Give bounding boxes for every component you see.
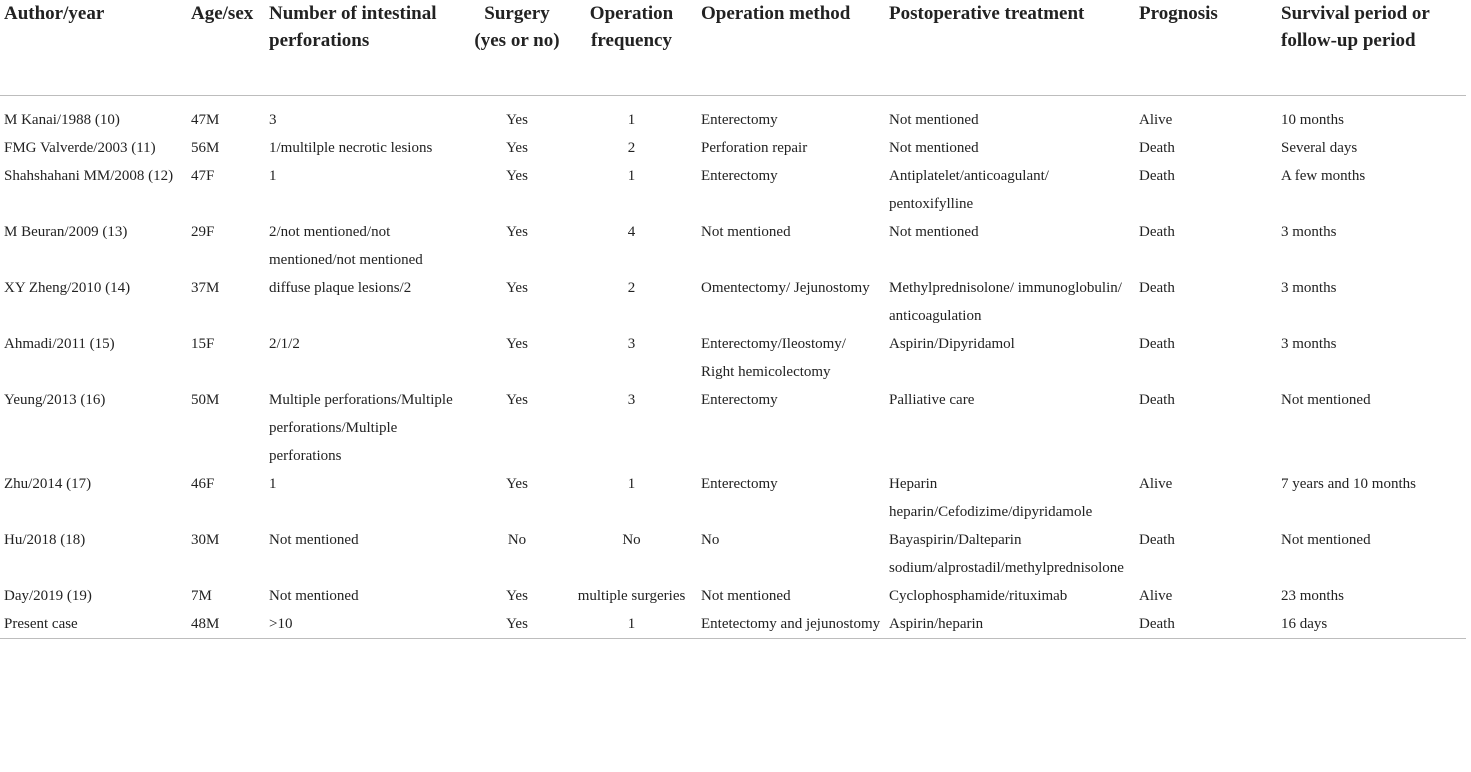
cell-survival-period: Several days xyxy=(1281,140,1358,156)
cell-survival-period: 23 months xyxy=(1281,588,1344,604)
cell-perforations: Multiple perforations/Multiple perforations/Multiple perforations xyxy=(269,392,453,464)
cell-author-year: Shahshahani MM/2008 (12) xyxy=(4,168,174,184)
header-surgery: Surgery (yes or no) xyxy=(468,0,566,96)
table-row xyxy=(0,610,1466,639)
cell-surgery: Yes xyxy=(506,224,528,240)
cell-survival-period: 3 months xyxy=(1281,224,1337,240)
cell-postoperative-treatment: Not mentioned xyxy=(889,140,979,156)
cell-age-sex: 48M xyxy=(187,610,265,639)
cell-postoperative-treatment: Not mentioned xyxy=(889,224,979,240)
cell-age-sex: 47F xyxy=(191,168,215,184)
cell-surgery: Yes xyxy=(506,112,528,128)
table-row xyxy=(0,470,1466,526)
cell-surgery: No xyxy=(507,532,527,548)
cell-age-sex: 37M xyxy=(191,280,220,296)
cell-age-sex: 47M xyxy=(191,112,220,128)
table-row xyxy=(0,526,1466,582)
cell-operation-frequency: 2 xyxy=(627,140,636,156)
table-row xyxy=(0,386,1466,470)
cell-operation-frequency: 4 xyxy=(627,224,636,240)
cell-operation-method: Not mentioned xyxy=(701,588,791,604)
header-prognosis: Prognosis xyxy=(1135,0,1277,96)
cell-prognosis: Death xyxy=(1139,336,1175,352)
cell-surgery: Yes xyxy=(506,280,528,296)
cell-author-year: Day/2019 (19) xyxy=(4,588,92,604)
cell-operation-method: Entetectomy and jejunostomy xyxy=(697,610,885,639)
cell-survival-period: Not mentioned xyxy=(1281,392,1371,408)
cell-survival-period: Not mentioned xyxy=(1281,532,1371,548)
cell-age-sex: 15F xyxy=(191,336,215,352)
cell-operation-method: Not mentioned xyxy=(701,224,791,240)
cell-prognosis: Alive xyxy=(1139,588,1173,604)
cell-perforations: diffuse plaque lesions/2 xyxy=(269,280,412,296)
cell-author-year: Present case xyxy=(0,610,187,639)
cell-operation-method: Omentectomy/ Jejunostomy xyxy=(701,280,870,296)
cell-prognosis: Death xyxy=(1139,224,1175,240)
cell-age-sex: 46F xyxy=(191,476,215,492)
cell-operation-frequency: No xyxy=(622,532,641,548)
cell-author-year: M Beuran/2009 (13) xyxy=(4,224,128,240)
cell-prognosis: Death xyxy=(1139,280,1175,296)
cell-survival-period: 3 months xyxy=(1281,336,1337,352)
cell-surgery: Yes xyxy=(506,476,528,492)
cell-operation-frequency: 1 xyxy=(627,168,636,184)
cell-postoperative-treatment: Not mentioned xyxy=(889,112,979,128)
cell-survival-period: 7 years and 10 months xyxy=(1281,476,1416,492)
cell-author-year: M Kanai/1988 (10) xyxy=(4,112,120,128)
table-row xyxy=(0,134,1466,162)
header-perforations: Number of intestinal perforations xyxy=(265,0,468,96)
cell-operation-frequency: 2 xyxy=(627,280,636,296)
cell-age-sex: 29F xyxy=(191,224,215,240)
cell-postoperative-treatment: Heparin heparin/Cefodizime/dipyridamole xyxy=(889,476,1093,520)
spacer-row xyxy=(0,96,1466,107)
table-row xyxy=(0,582,1466,610)
cell-operation-method: Enterectomy xyxy=(701,112,778,128)
cell-author-year: FMG Valverde/2003 (11) xyxy=(4,140,156,156)
cell-postoperative-treatment: Aspirin/Dipyridamol xyxy=(889,336,1015,352)
header-row xyxy=(0,0,1466,96)
cell-operation-frequency: 3 xyxy=(627,392,636,408)
cell-perforations: 2/not mentioned/not mentioned/not mentioned xyxy=(269,224,423,268)
cell-perforations: 3 xyxy=(269,112,277,128)
cell-operation-method: Enterectomy/Ileostomy/ Right hemicolectomy xyxy=(701,336,846,380)
cell-prognosis: Death xyxy=(1139,532,1175,548)
cell-postoperative-treatment: Antiplatelet/anticoagulant/ pentoxifylline xyxy=(889,168,1049,212)
header-operation-method: Operation method xyxy=(697,0,885,96)
cell-survival-period: 10 months xyxy=(1281,112,1344,128)
cell-postoperative-treatment: Cyclophosphamide/rituximab xyxy=(889,588,1068,604)
cell-surgery: Yes xyxy=(506,588,528,604)
cell-age-sex: 56M xyxy=(191,140,220,156)
cell-postoperative-treatment: Palliative care xyxy=(889,392,975,408)
cell-operation-method: Enterectomy xyxy=(701,392,778,408)
cell-perforations: >10 xyxy=(265,610,468,639)
cell-surgery: Yes xyxy=(506,168,528,184)
cell-author-year: Zhu/2014 (17) xyxy=(4,476,92,492)
header-postoperative-treatment: Postoperative treatment xyxy=(885,0,1135,96)
cell-age-sex: 30M xyxy=(191,532,220,548)
cell-prognosis: Alive xyxy=(1139,112,1173,128)
cell-author-year: Hu/2018 (18) xyxy=(4,532,86,548)
cell-age-sex: 50M xyxy=(191,392,220,408)
cell-operation-frequency: multiple surgeries xyxy=(577,588,686,604)
cell-surgery: Yes xyxy=(506,336,528,352)
cell-operation-method: Enterectomy xyxy=(701,476,778,492)
cell-prognosis: Alive xyxy=(1139,476,1173,492)
cell-survival-period: 16 days xyxy=(1277,610,1466,639)
cell-perforations: 1 xyxy=(269,168,277,184)
cell-postoperative-treatment: Aspirin/heparin xyxy=(885,610,1135,639)
cell-perforations: 1 xyxy=(269,476,277,492)
cell-prognosis: Death xyxy=(1139,392,1175,408)
cell-author-year: Ahmadi/2011 (15) xyxy=(4,336,115,352)
cell-surgery: Yes xyxy=(506,140,528,156)
cell-perforations: 2/1/2 xyxy=(269,336,300,352)
cell-perforations: 1/multilple necrotic lesions xyxy=(269,140,433,156)
cell-age-sex: 7M xyxy=(191,588,212,604)
cell-author-year: Yeung/2013 (16) xyxy=(4,392,106,408)
table-row xyxy=(0,274,1466,330)
header-operation-frequency: Operation frequency xyxy=(566,0,697,96)
table-row xyxy=(0,106,1466,134)
cell-operation-frequency: 1 xyxy=(566,610,697,639)
cell-prognosis: Death xyxy=(1135,610,1277,639)
cell-perforations: Not mentioned xyxy=(269,588,359,604)
cell-postoperative-treatment: Methylprednisolone/ immunoglobulin/ anticoagulation xyxy=(889,280,1122,324)
cell-surgery: Yes xyxy=(468,610,566,639)
cell-survival-period: A few months xyxy=(1281,168,1366,184)
cell-survival-period: 3 months xyxy=(1281,280,1337,296)
table-row xyxy=(0,162,1466,218)
table-row xyxy=(0,218,1466,274)
cell-operation-method: Perforation repair xyxy=(701,140,808,156)
cell-operation-frequency: 3 xyxy=(627,336,636,352)
header-survival-period: Survival period or follow-up period xyxy=(1277,0,1466,96)
cell-surgery: Yes xyxy=(506,392,528,408)
cell-operation-method: No xyxy=(701,532,720,548)
cell-operation-method: Enterectomy xyxy=(701,168,778,184)
cell-perforations: Not mentioned xyxy=(269,532,359,548)
cell-postoperative-treatment: Bayaspirin/Dalteparin sodium/alprostadil/methylprednisolone xyxy=(889,532,1124,576)
header-author-year: Author/year xyxy=(0,0,187,96)
cell-author-year: XY Zheng/2010 (14) xyxy=(4,280,131,296)
table-row xyxy=(0,330,1466,386)
header-age-sex: Age/sex xyxy=(187,0,265,96)
cell-prognosis: Death xyxy=(1139,140,1175,156)
cell-operation-frequency: 1 xyxy=(627,112,636,128)
cell-operation-frequency: 1 xyxy=(627,476,636,492)
cell-prognosis: Death xyxy=(1139,168,1175,184)
